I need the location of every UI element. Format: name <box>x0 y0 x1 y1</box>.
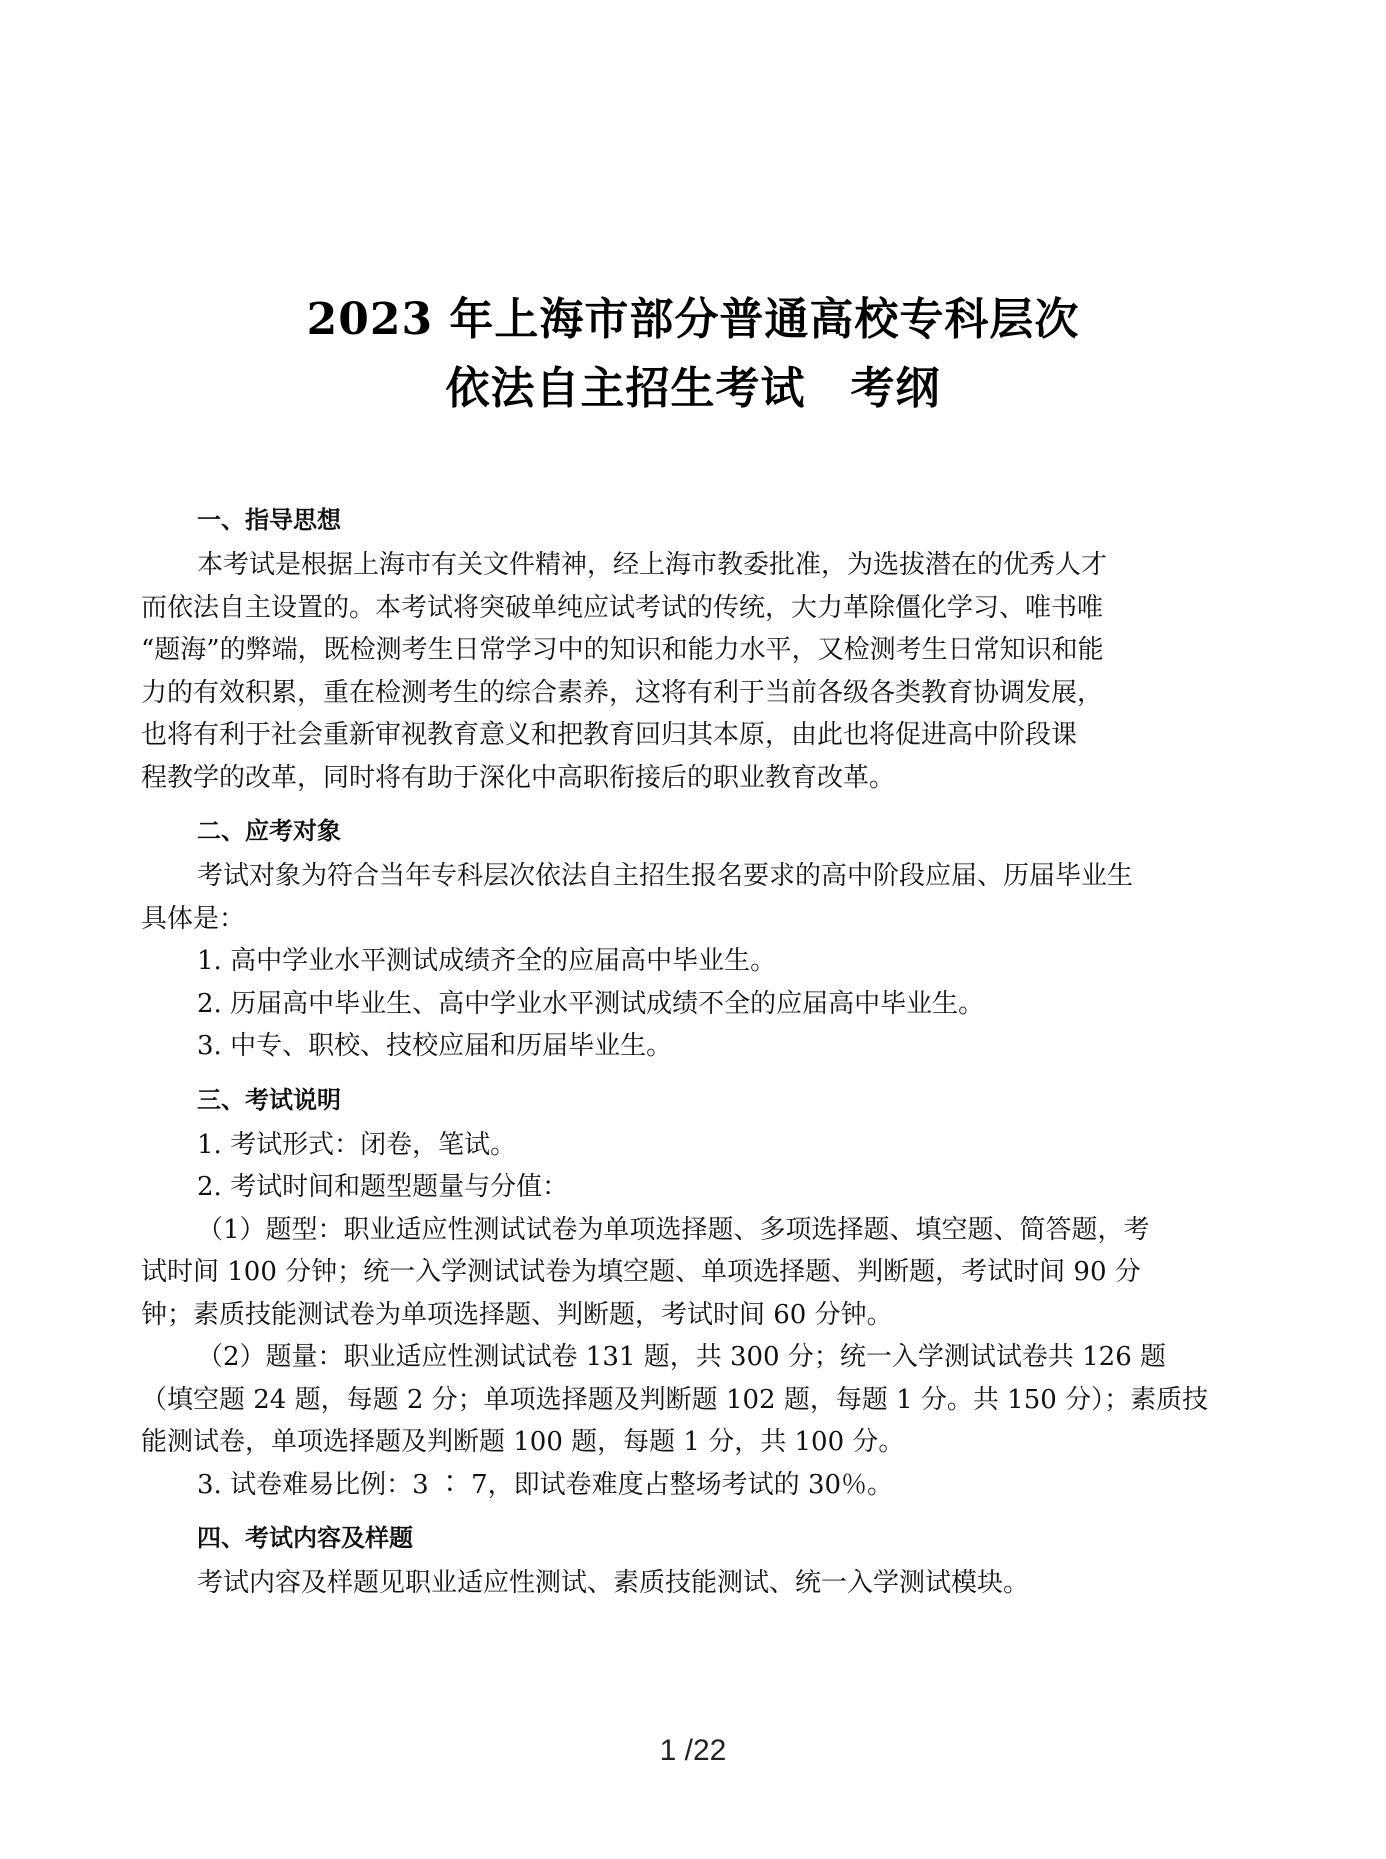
section-paragraph-guiding-ideology <box>141 544 1211 799</box>
paragraph-line: 考试对象为符合当年专科层次依法自主招生报名要求的高中阶段应届、历届毕业生 <box>197 861 1134 891</box>
paragraph-line: 试时间 100 分钟；统一入学测试试卷为填空题、单项选择题、判断题，考试时间 90 分 <box>141 1257 1141 1287</box>
section-heading-exam-instructions: 三、考试说明 <box>197 1085 341 1114</box>
paragraph-line: （填空题 24 题，每题 2 分；单项选择题及判断题 102 题，每题 1 分。共 150 分）；素质技 <box>141 1384 1209 1415</box>
paragraph-line: “题海”的弊端，既检测考生日常学习中的知识和能力水平，又检测考生日常知识和能 <box>141 635 1104 665</box>
list-item: 3. 中专、职校、技校应届和历届毕业生。 <box>197 1031 673 1061</box>
document-title-line-1: 2023 年上海市部分普通高校专科层次 <box>306 294 1080 345</box>
document-title-line-2: 依法自主招生考试 考纲 <box>445 363 941 414</box>
paragraph-line: 考试内容及样题见职业适应性测试、素质技能测试、统一入学测试模块。 <box>197 1568 1030 1598</box>
paragraph-line: 也将有利于社会重新审视教育意义和把教育回归其本原，由此也将促进高中阶段课 <box>141 720 1078 750</box>
section-paragraph-exam-candidates <box>141 855 1211 1068</box>
page-number: 1 /22 <box>659 1734 727 1767</box>
section-paragraph-exam-content <box>141 1562 1211 1605</box>
section-heading-exam-content: 四、考试内容及样题 <box>197 1524 413 1552</box>
section-heading-exam-candidates: 二、应考对象 <box>197 817 341 845</box>
section-paragraph-exam-instructions <box>141 1124 1211 1507</box>
paragraph-line: （1）题型：职业适应性测试试卷为单项选择题、多项选择题、填空题、简答题，考 <box>197 1214 1150 1245</box>
paragraph-line: 具体是： <box>141 903 246 934</box>
paragraph-line: 钟；素质技能测试卷为单项选择题、判断题，考试时间 60 分钟。 <box>141 1299 893 1330</box>
list-item: 1. 考试形式：闭卷，笔试。 <box>197 1129 517 1160</box>
paragraph-line: 能测试卷，单项选择题及判断题 100 题，每题 1 分，共 100 分。 <box>141 1427 905 1457</box>
paragraph-line: 本考试是根据上海市有关文件精神，经上海市教委批准，为选拔潜在的优秀人才 <box>197 550 1108 580</box>
document-body <box>141 496 1211 1605</box>
paragraph-line: 力的有效积累，重在检测考生的综合素养，这将有利于当前各级各类教育协调发展， <box>141 677 1104 708</box>
list-item: 3. 试卷难易比例：3 ∶ 7，即试卷难度占整场考试的 30％。 <box>197 1469 894 1500</box>
list-item: 2. 考试时间和题型题量与分值： <box>197 1172 569 1202</box>
section-heading-guiding-ideology: 一、指导思想 <box>197 506 341 534</box>
list-item: 1. 高中学业水平测试成绩齐全的应届高中毕业生。 <box>197 946 777 976</box>
paragraph-line: 而依法自主设置的。本考试将突破单纯应试考试的传统，大力革除僵化学习、唯书唯 <box>141 592 1104 623</box>
list-item: 2. 历届高中毕业生、高中学业水平测试成绩不全的应届高中毕业生。 <box>197 988 985 1019</box>
paragraph-line: （2）题量：职业适应性测试试卷 131 题，共 300 分；统一入学测试试卷共 126 题 <box>197 1342 1167 1372</box>
paragraph-line: 程教学的改革，同时将有助于深化中高职衔接后的职业教育改革。 <box>141 762 896 793</box>
